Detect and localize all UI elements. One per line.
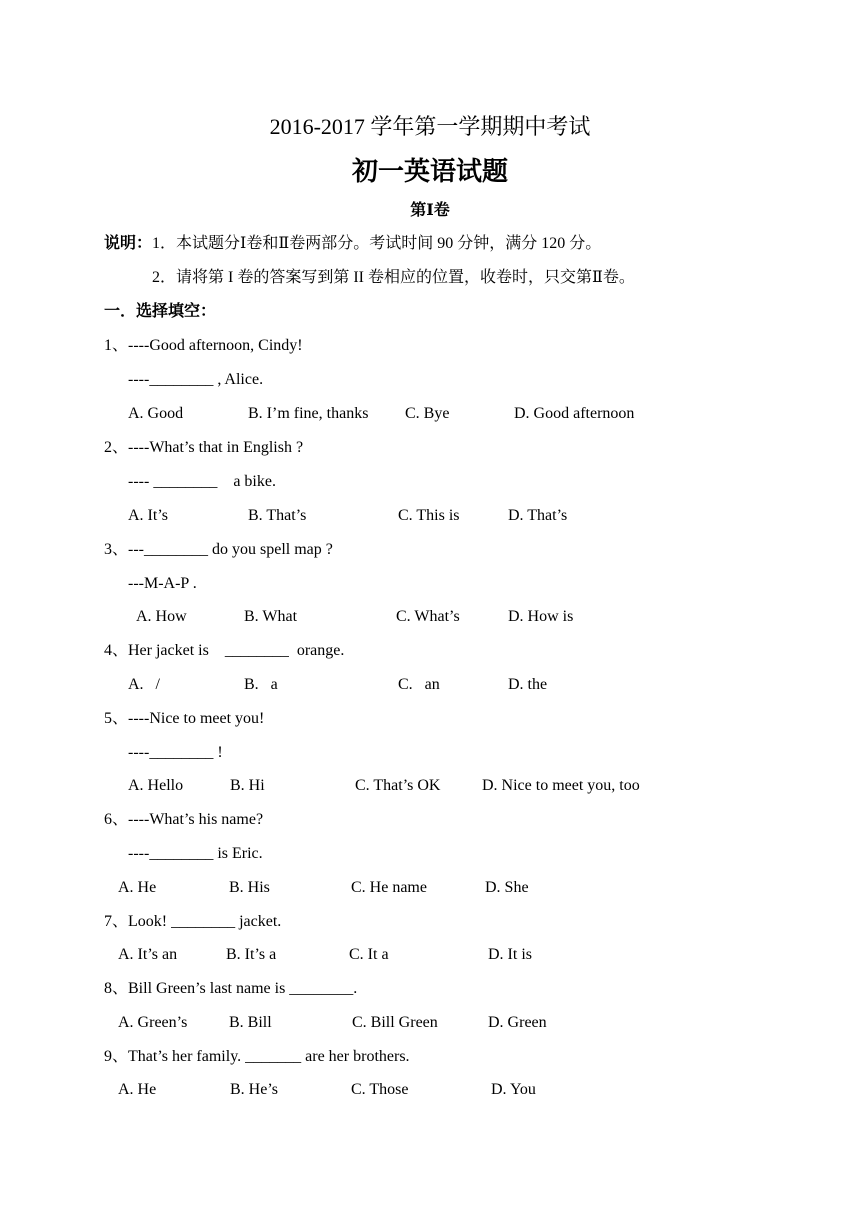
- option-c: C. This is: [398, 507, 460, 524]
- option-a: A. It’s an: [118, 946, 178, 963]
- option-b: B. Bill: [229, 1014, 272, 1031]
- option-b: B. What: [244, 608, 298, 625]
- option-b: B. I’m fine, thanks: [248, 405, 369, 422]
- instruction-item-2: 2．请将第 I 卷的答案写到第 II 卷相应的位置，收卷时，只交第Ⅱ卷。: [152, 269, 635, 286]
- option-a: A. He: [118, 879, 157, 896]
- option-a: A. Green’s: [118, 1014, 188, 1031]
- option-c: C. That’s OK: [355, 777, 441, 794]
- question-stem: 3、---________ do you spell map ?: [104, 541, 333, 558]
- question-stem: 9、That’s her family. _______ are her brothers.: [104, 1048, 410, 1065]
- question-response: ---M-A-P .: [128, 575, 197, 592]
- instruction-item-1: 1．本试题分Ⅰ卷和Ⅱ卷两部分。考试时间 90 分钟，满分 120 分。: [152, 235, 602, 252]
- option-c: C. It a: [349, 946, 389, 963]
- option-c: C. He name: [351, 879, 427, 896]
- question-stem: 4、Her jacket is ________ orange.: [104, 642, 345, 659]
- option-a: A. How: [136, 608, 187, 625]
- question-stem: 6、----What’s his name?: [104, 811, 264, 828]
- option-d: D. It is: [488, 946, 532, 963]
- option-b: B. It’s a: [226, 946, 277, 963]
- option-b: B. He’s: [230, 1081, 278, 1098]
- exam-title: 初一英语试题: [351, 157, 508, 186]
- option-a: A. It’s: [128, 507, 168, 524]
- question-response: ----________ is Eric.: [128, 845, 263, 862]
- option-c: C. Bill Green: [352, 1014, 438, 1031]
- option-d: D. That’s: [508, 507, 568, 524]
- option-a: A. He: [118, 1081, 157, 1098]
- option-d: D. You: [491, 1081, 536, 1098]
- question-stem: 7、Look! ________ jacket.: [104, 913, 282, 930]
- question-stem: 1、----Good afternoon, Cindy!: [104, 337, 303, 354]
- option-d: D. Nice to meet you, too: [482, 777, 640, 794]
- option-b: B. Hi: [230, 777, 265, 794]
- question-stem: 2、----What’s that in English ?: [104, 439, 304, 456]
- option-d: D. Green: [488, 1014, 547, 1031]
- volume-label: 第Ⅰ卷: [410, 202, 450, 219]
- option-c: C. Bye: [405, 405, 450, 422]
- exam-header-line: 2016-2017 学年第一学期期中考试: [269, 114, 591, 139]
- instructions-label: 说明：: [104, 235, 153, 252]
- option-b: B. a: [244, 676, 278, 693]
- question-stem: 8、Bill Green’s last name is ________.: [104, 980, 358, 997]
- option-b: B. That’s: [248, 507, 307, 524]
- section-heading: 一．选择填空：: [104, 303, 217, 320]
- option-b: B. His: [229, 879, 270, 896]
- option-d: D. How is: [508, 608, 574, 625]
- question-response: ---- ________ a bike.: [128, 473, 276, 490]
- option-d: D. the: [508, 676, 548, 693]
- option-a: A. Good: [128, 405, 184, 422]
- question-response: ----________ !: [128, 744, 223, 761]
- option-d: D. She: [485, 879, 529, 896]
- question-response: ----________ , Alice.: [128, 371, 264, 388]
- option-c: C. What’s: [396, 608, 460, 625]
- option-a: A. /: [128, 676, 160, 693]
- question-stem: 5、----Nice to meet you!: [104, 710, 265, 727]
- option-d: D. Good afternoon: [514, 405, 635, 422]
- option-a: A. Hello: [128, 777, 184, 794]
- option-c: C. an: [398, 676, 440, 693]
- option-c: C. Those: [351, 1081, 409, 1098]
